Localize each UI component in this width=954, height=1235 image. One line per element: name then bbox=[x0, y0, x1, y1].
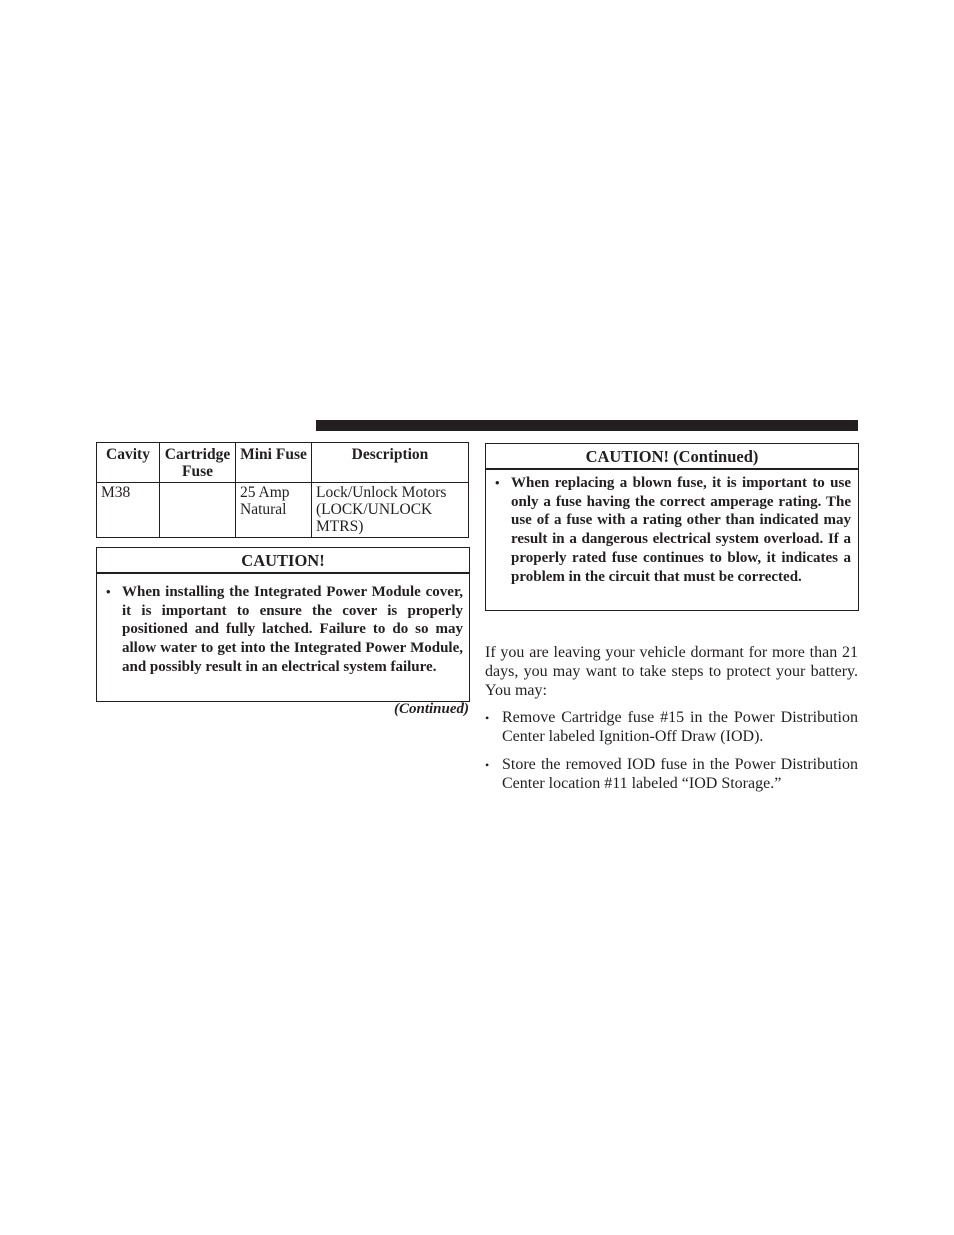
caution-item bbox=[495, 474, 851, 586]
list-item bbox=[485, 756, 858, 794]
cell-cavity: M38 bbox=[97, 483, 160, 538]
continued-label: (Continued) bbox=[393, 701, 469, 717]
bullet-icon: • bbox=[485, 758, 490, 772]
caution-title: CAUTION! bbox=[97, 548, 469, 574]
list-item-text: Store the removed IOD fuse in the Power Distribution Center location #11 labeled “IOD Storage.” bbox=[502, 756, 858, 792]
caution-text: When replacing a blown fuse, it is important to use only a fuse having the correct amperage rating. The use of a fuse with a rating other than indicated may result in a dangerous electrical system overload. If a properly rated fuse continues to blow, it indicates a problem in the circuit that must be corrected. bbox=[511, 475, 851, 585]
table-header-row bbox=[97, 443, 469, 483]
caution-box bbox=[96, 547, 470, 702]
caution-text: When installing the Integrated Power Module cover, it is important to ensure the cover is properly positioned and fully latched. Failure to do so may allow water to get into the Integrated Power Module, and possibly result in an electrical system failure. bbox=[122, 584, 463, 675]
cell-description: Lock/Unlock Motors (LOCK/UNLOCK MTRS) bbox=[312, 483, 469, 538]
bullet-icon: • bbox=[485, 711, 490, 725]
list-item bbox=[485, 709, 858, 747]
storage-paragraph: If you are leaving your vehicle dormant for more than 21 days, you may want to take steps to protect your battery. You may: bbox=[485, 644, 858, 699]
caution-item bbox=[106, 583, 463, 677]
table-row bbox=[97, 483, 469, 538]
column-header-description: Description bbox=[312, 443, 469, 483]
bullet-icon: • bbox=[495, 475, 500, 490]
column-header-cavity: Cavity bbox=[97, 443, 160, 483]
cell-mini-fuse: 25 Amp Natural bbox=[236, 483, 312, 538]
cell-cartridge-fuse bbox=[160, 483, 236, 538]
column-header-cartridge-fuse: Cartridge Fuse bbox=[160, 443, 236, 483]
section-header-bar bbox=[316, 420, 858, 431]
caution-title: CAUTION! (Continued) bbox=[486, 444, 858, 470]
list-item-text: Remove Cartridge fuse #15 in the Power Distribution Center labeled Ignition-Off Draw (IOD). bbox=[502, 709, 858, 745]
caution-continued-box bbox=[485, 443, 859, 611]
fuse-table bbox=[96, 442, 469, 538]
column-header-mini-fuse: Mini Fuse bbox=[236, 443, 312, 483]
bullet-icon: • bbox=[106, 584, 111, 599]
